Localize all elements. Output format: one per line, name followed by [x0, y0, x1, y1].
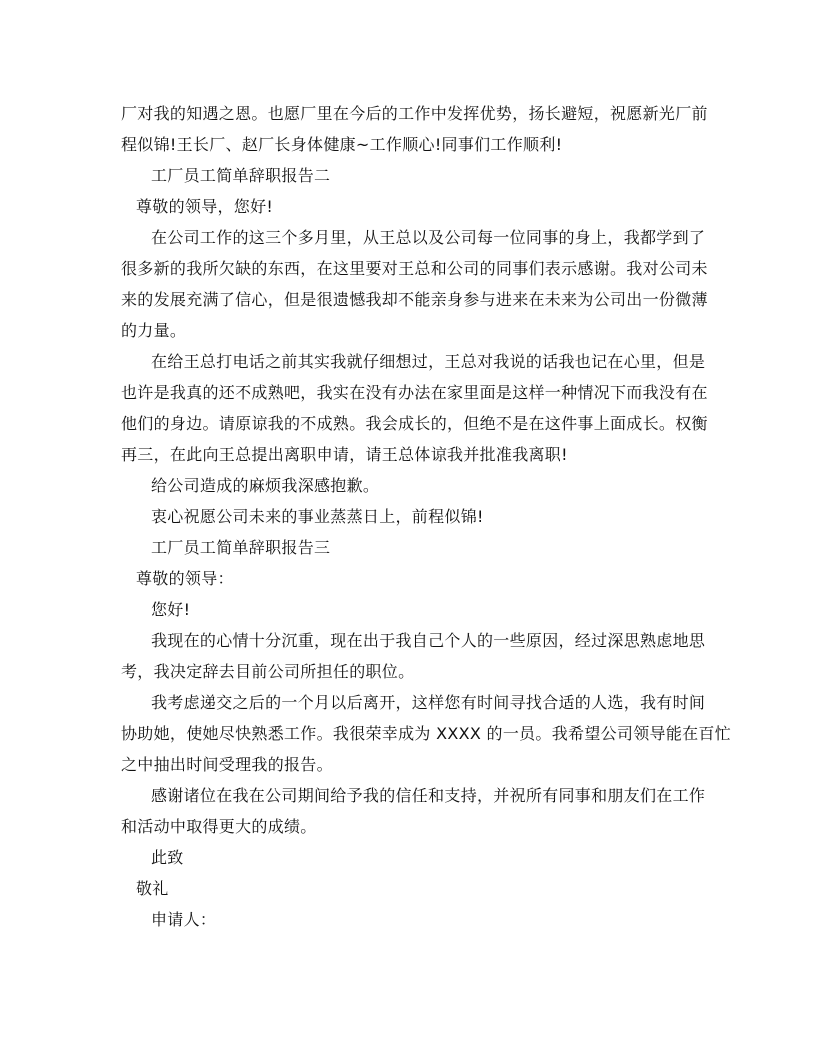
paragraph-line: 在给王总打电话之前其实我就仔细想过，王总对我说的话我也记在心里，但是	[151, 352, 706, 371]
salutation: 尊敬的领导：	[136, 569, 234, 588]
paragraph-line: 很多新的我所欠缺的东西，在这里要对王总和公司的同事们表示感谢。我对公司未	[121, 259, 708, 278]
paragraph-line: 我考虑递交之后的一个月以后离开，这样您有时间寻找合适的人选，我有时间	[151, 693, 706, 712]
paragraph-line: 和活动中取得更大的成绩。	[121, 817, 317, 836]
section-heading: 工厂员工简单辞职报告二	[151, 166, 331, 185]
closing-line: 此致	[151, 848, 184, 867]
paragraph-line: 他们的身边。请原谅我的不成熟。我会成长的，但绝不是在这件事上面成长。权衡	[121, 414, 708, 433]
closing-salute: 敬礼	[136, 879, 169, 898]
paragraph-line: 再三，在此向王总提出离职申请，请王总体谅我并批准我离职!	[121, 445, 568, 464]
paragraph-line: 在公司工作的这三个多月里，从王总以及公司每一位同事的身上，我都学到了	[151, 228, 706, 247]
paragraph-line: 也许是我真的还不成熟吧，我实在没有办法在家里面是这样一种情况下而我没有在	[121, 383, 708, 402]
paragraph-line: 的力量。	[121, 321, 187, 340]
paragraph-line: 考，我决定辞去目前公司所担任的职位。	[121, 662, 415, 681]
greeting: 您好!	[151, 600, 191, 619]
paragraph-line: 程似锦!王长厂、赵厂长身体健康~工作顺心!同事们工作顺利!	[121, 135, 563, 154]
paragraph-line: 感谢诸位在我在公司期间给予我的信任和支持，并祝所有同事和朋友们在工作	[151, 786, 706, 805]
paragraph-line: 协助她，使她尽快熟悉工作。我很荣幸成为 XXXX 的一员。我希望公司领导能在百忙	[121, 724, 732, 743]
paragraph-line: 我现在的心情十分沉重，现在出于我自己个人的一些原因，经过深思熟虑地思	[151, 631, 706, 650]
paragraph-line: 给公司造成的麻烦我深感抱歉。	[151, 476, 380, 495]
section-heading: 工厂员工简单辞职报告三	[151, 538, 331, 557]
paragraph-line: 来的发展充满了信心，但是很遗憾我却不能亲身参与进来在未来为公司出一份微薄	[121, 290, 708, 309]
salutation: 尊敬的领导，您好!	[136, 197, 274, 216]
paragraph-line: 衷心祝愿公司未来的事业蒸蒸日上，前程似锦!	[151, 507, 484, 526]
signature-label: 申请人：	[151, 910, 217, 929]
paragraph-line: 厂对我的知遇之恩。也愿厂里在今后的工作中发挥优势，扬长避短，祝愿新光厂前	[121, 104, 708, 123]
paragraph-line: 之中抽出时间受理我的报告。	[121, 755, 333, 774]
